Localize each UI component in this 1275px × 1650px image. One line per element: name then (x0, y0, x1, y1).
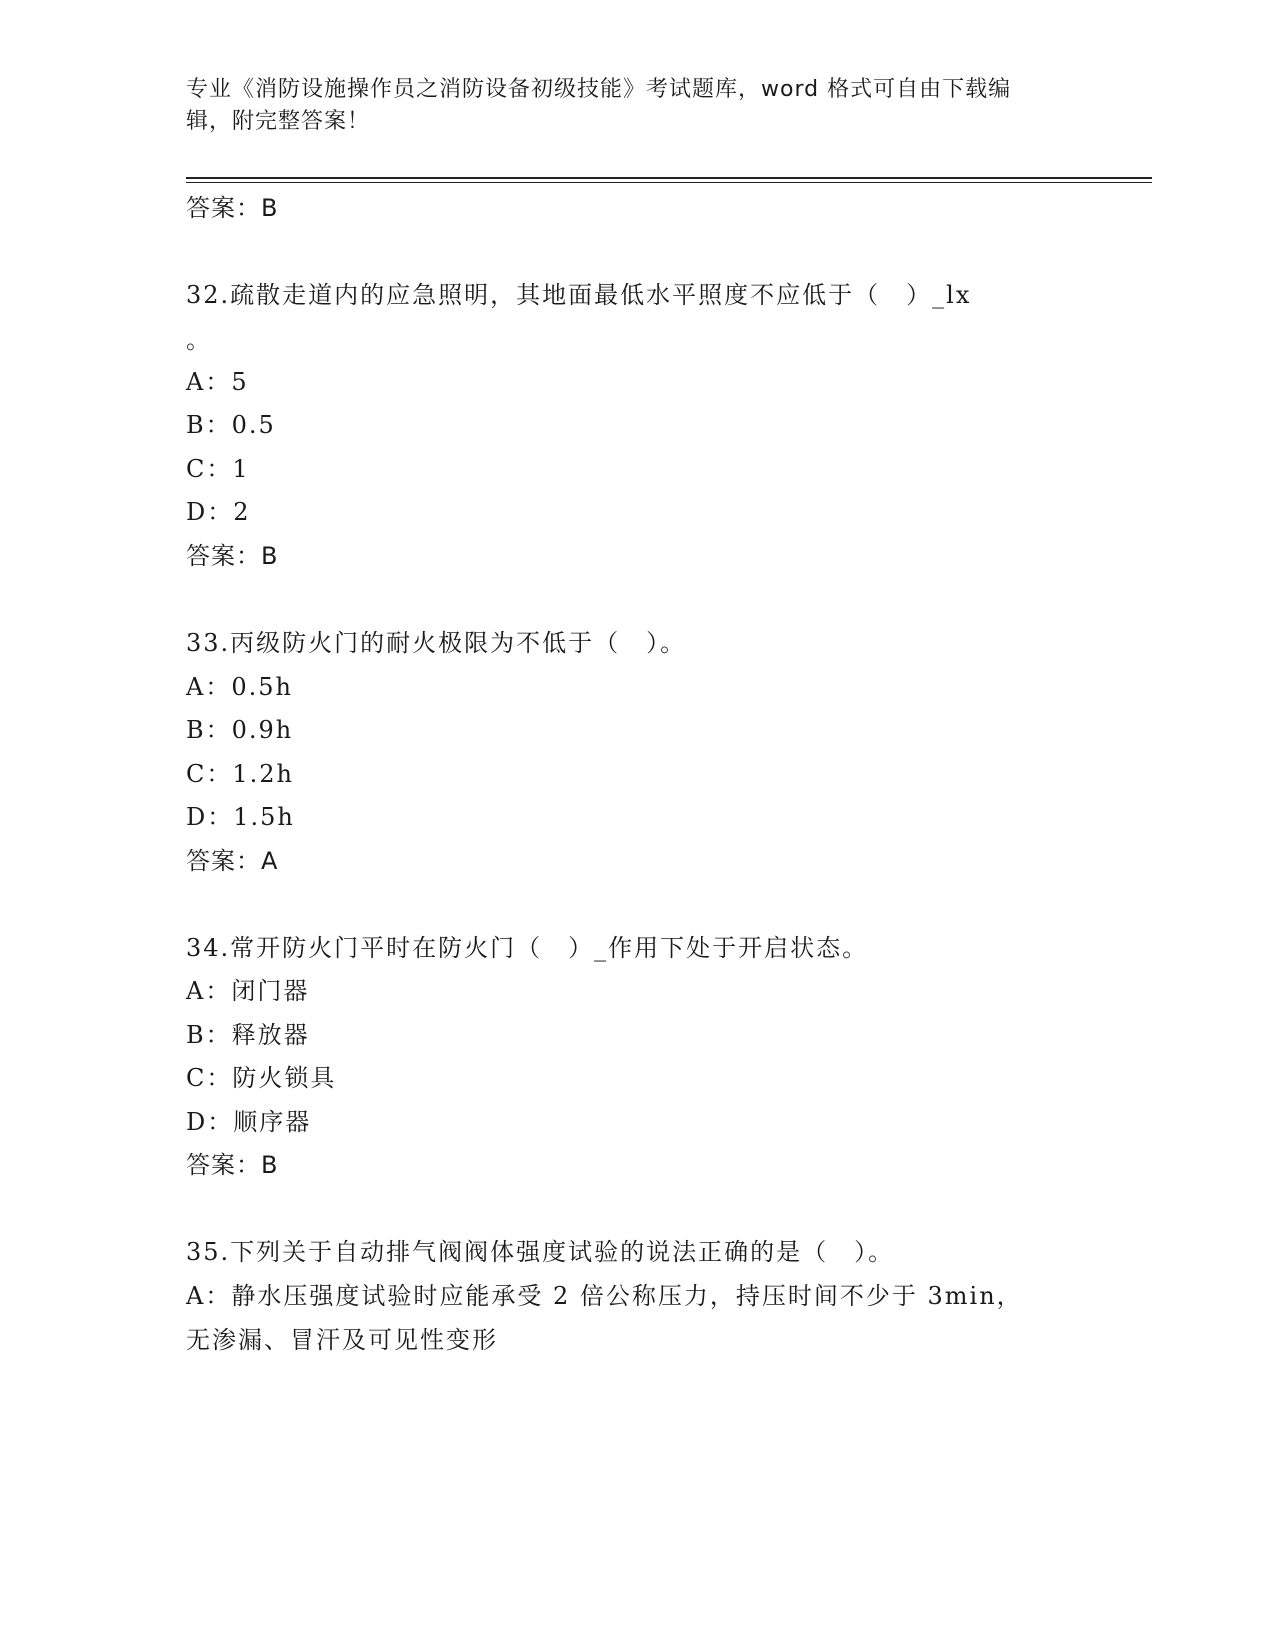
question-34-option-c: C：防火锁具 (186, 1064, 337, 1092)
question-34-option-a: A：闭门器 (186, 977, 310, 1005)
header-line-1: 专业《消防设施操作员之消防设备初级技能》考试题库，word 格式可自由下载编 (186, 77, 1012, 102)
question-32-option-a: A：5 (186, 368, 249, 396)
document-header (186, 74, 1066, 138)
header-divider-thin (186, 182, 1152, 183)
question-34-option-d: D：顺序器 (186, 1108, 312, 1136)
question-35-stem: 35.下列关于自动排气阀阀体强度试验的说法正确的是（ ）。 (186, 1238, 895, 1266)
question-32-stem: 32.疏散走道内的应急照明，其地面最低水平照度不应低于（ ）_lx (186, 281, 972, 309)
question-32-stem-continued: 。 (186, 326, 212, 354)
question-32-option-b: B：0.5 (186, 411, 276, 439)
question-33-option-a: A：0.5h (186, 673, 293, 701)
answer-32: 答案：B (186, 542, 279, 570)
question-32-option-c: C：1 (186, 455, 250, 483)
answer-31: 答案：B (186, 194, 279, 222)
question-35-option-a: A：静水压强度试验时应能承受 2 倍公称压力，持压时间不少于 3min， (186, 1282, 1023, 1310)
answer-33: 答案：A (186, 847, 279, 875)
question-34-stem: 34.常开防火门平时在防火门（ ）_作用下处于开启状态。 (186, 934, 869, 962)
header-line-2: 辑，附完整答案！ (186, 109, 371, 134)
question-32-option-d: D：2 (186, 498, 251, 526)
header-divider-thick (186, 177, 1152, 179)
answer-34: 答案：B (186, 1151, 279, 1179)
question-33-option-b: B：0.9h (186, 716, 294, 744)
question-33-option-d: D：1.5h (186, 803, 295, 831)
question-33-stem: 33.丙级防火门的耐火极限为不低于（ ）。 (186, 629, 687, 657)
question-34-option-b: B：释放器 (186, 1021, 310, 1049)
question-33-option-c: C：1.2h (186, 760, 294, 788)
question-35-option-a-continued: 无渗漏、冒汗及可见性变形 (186, 1326, 498, 1354)
